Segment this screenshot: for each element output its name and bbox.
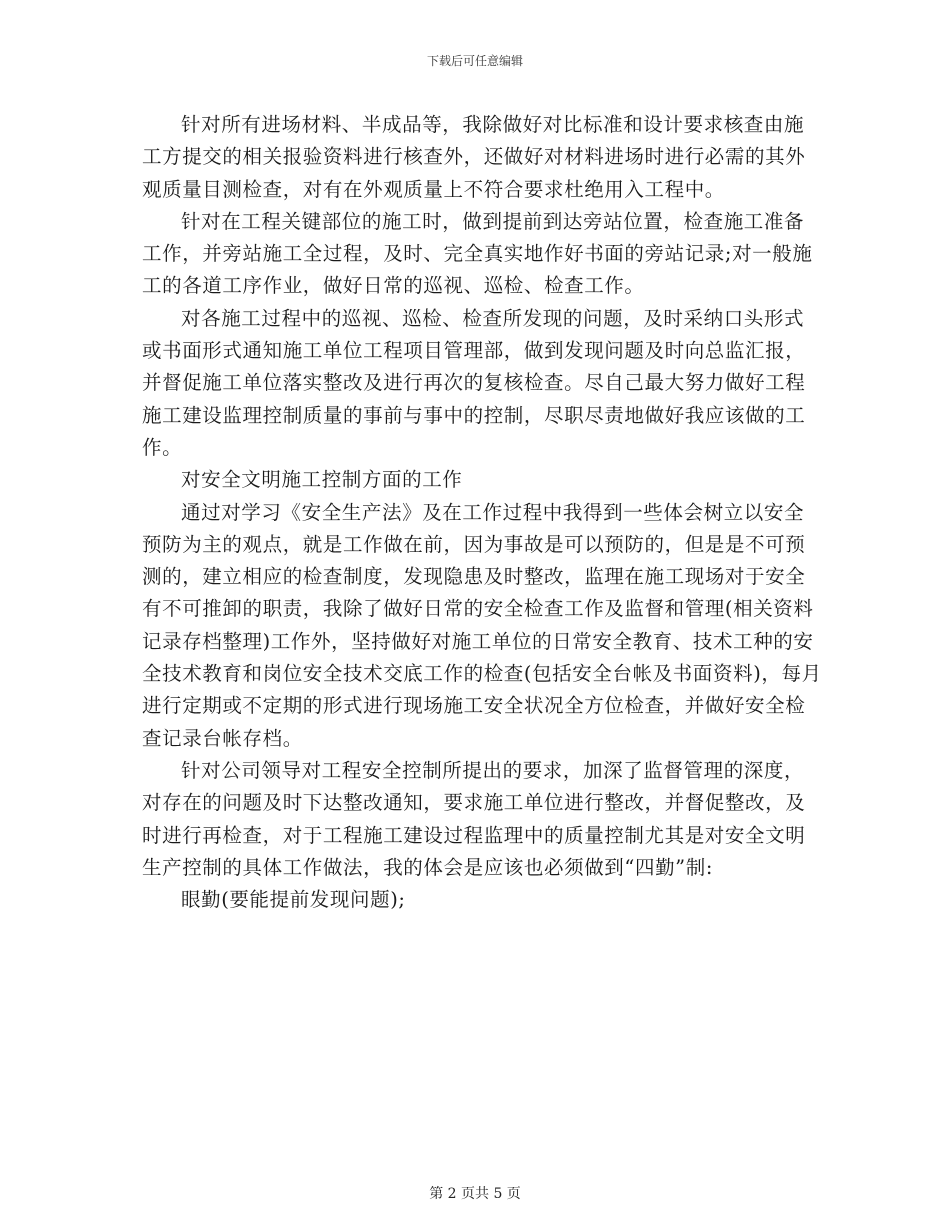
- document-body: [142, 109, 822, 916]
- paragraph-key-site-supervision: 针对在工程关键部位的施工时，做到提前到达旁站位置，检查施工准备工作，并旁站施工全过程，及时、完全真实地作好书面的旁站记录;对一般施工的各道工序作业，做好日常的巡视、巡检、检查工作。: [142, 209, 813, 298]
- paragraph-materials-inspection: 针对所有进场材料、半成品等，我除做好对比标准和设计要求核查由施工方提交的相关报验资料进行核查外，还做好对材料进场时进行必需的其外观质量目测检查，对有在外观质量上不符合要求杜绝用入工程中。: [142, 113, 806, 201]
- page-header-note: 下载后可任意编辑: [426, 54, 523, 68]
- paragraph-safety-law: 通过对学习《安全生产法》及在工作过程中我得到一些体会树立以安全预防为主的观点，就是工作做在前，因为事故是可以预防的，但是是不可预测的，建立相应的检查制度，发现隐患及时整改，监理在施工现场对于安全有不可推卸的职责，我除了做好日常的安全检查工作及监督和管理(相关资料记录存档整理)工作外，坚持做好对施工单位的日常安全教育、技术工种的安全技术教育和岗位安全技术交底工作的检查(包括安全台帐及书面资料)，每月进行定期或不定期的形式进行现场施工安全状况全方位检查，并做好安全检查记录台帐存档。: [142, 500, 822, 750]
- paragraph-problem-reporting: 对各施工过程中的巡视、巡检、检查所发现的问题，及时采纳口头形式或书面形式通知施工单位工程项目管理部，做到发现问题及时向总监汇报，并督促施工单位落实整改及进行再次的复核检查。尽自己最大努力做好工程施工建设监理控制质量的事前与事中的控制，尽职尽责地做好我应该做的工作。: [142, 306, 806, 459]
- page-footer-number: 第 2 页共 5 页: [429, 1186, 521, 1202]
- section-heading-safety: 对安全文明施工控制方面的工作: [181, 468, 463, 492]
- paragraph-eye-diligence: 眼勤(要能提前发现问题);: [181, 888, 406, 912]
- paragraph-leadership-requirements: 针对公司领导对工程安全控制所提出的要求，加深了监督管理的深度，对存在的问题及时下达整改通知，要求施工单位进行整改，并督促整改，及时进行再检查，对于工程施工建设过程监理中的质量控制尤其是对安全文明生产控制的具体工作做法，我的体会是应该也必须做到“四勤”制:: [142, 758, 806, 879]
